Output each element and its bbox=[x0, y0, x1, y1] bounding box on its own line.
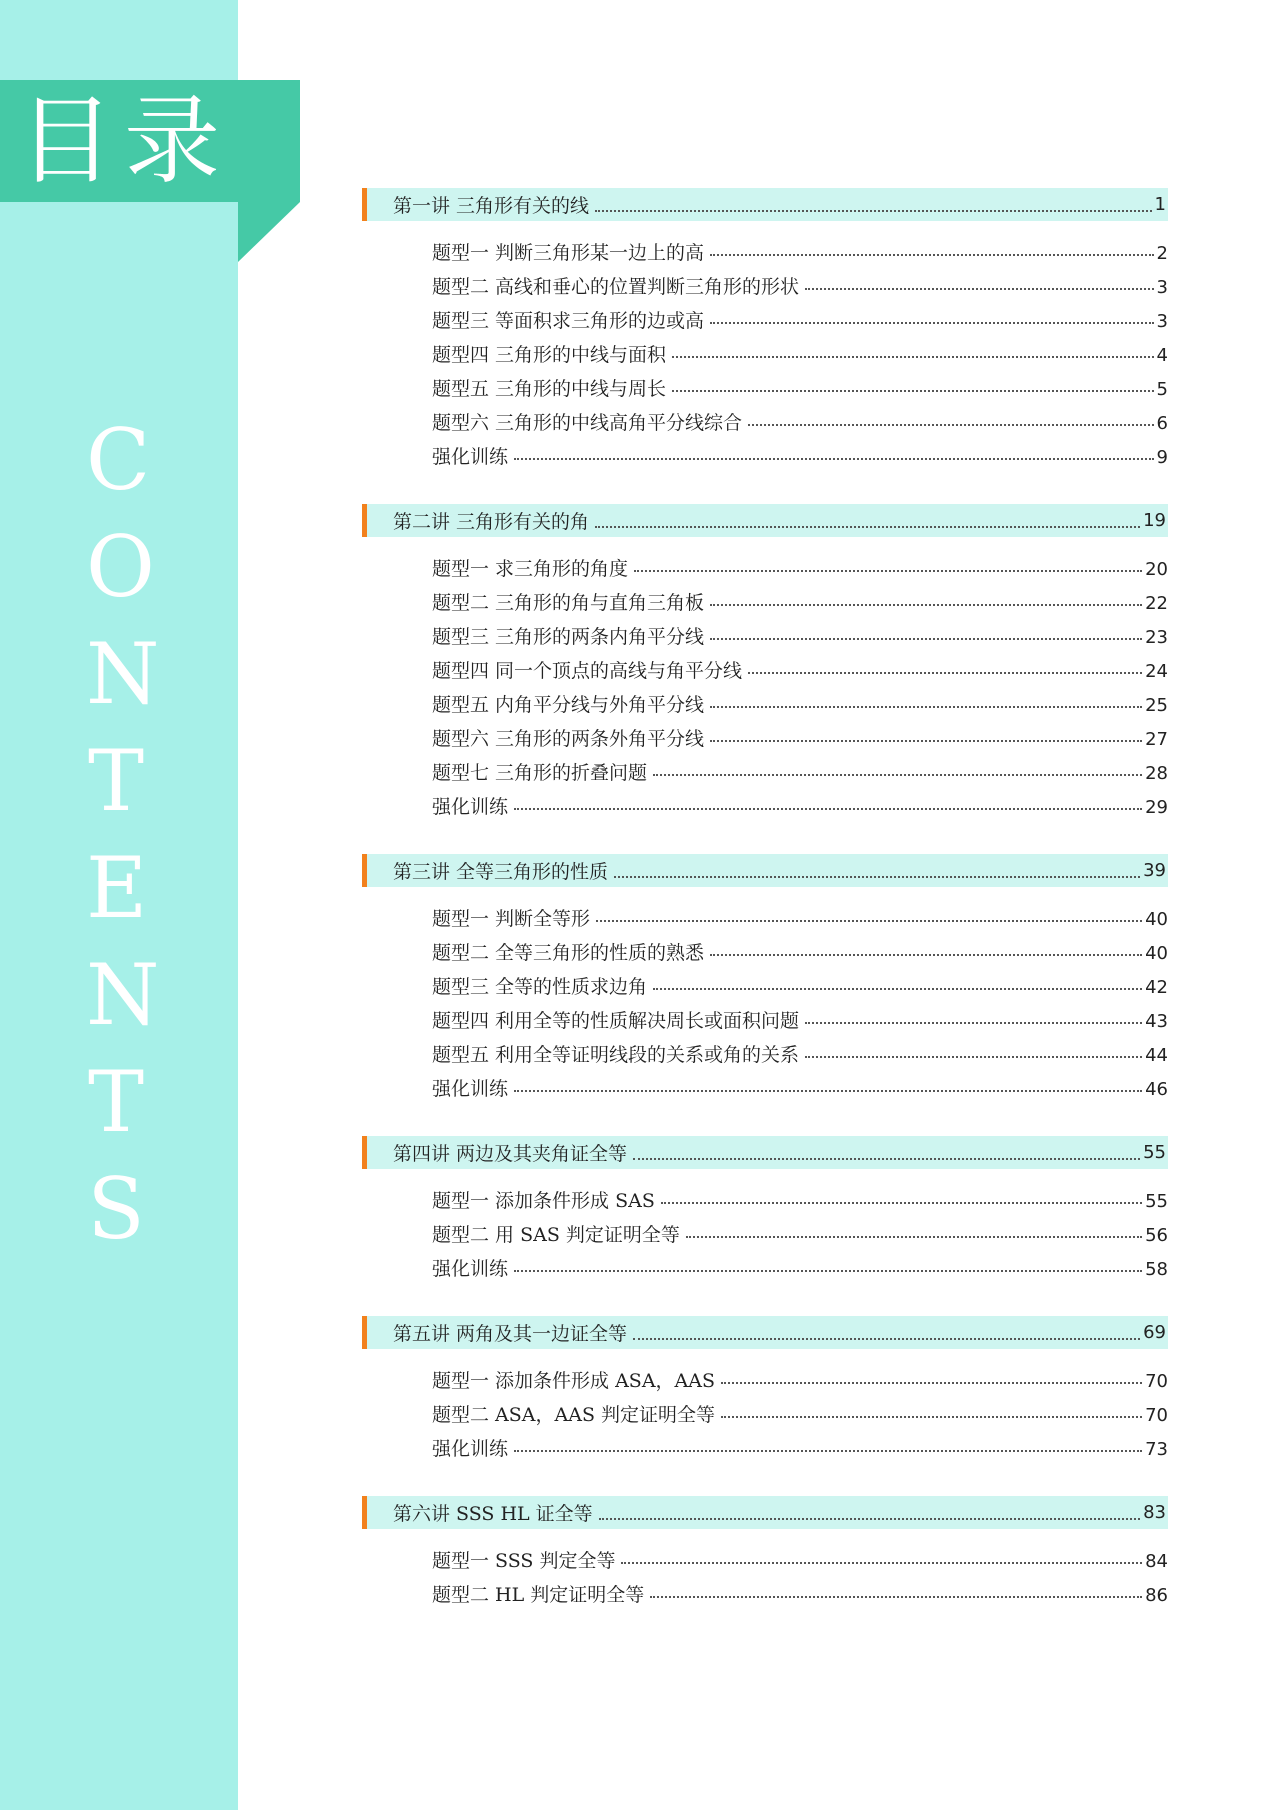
toc-item-label: 题型七 三角形的折叠问题 bbox=[432, 762, 648, 784]
leader-dots bbox=[633, 1158, 1140, 1160]
toc-item[interactable] bbox=[362, 790, 1168, 824]
chapter-page-number: 55 bbox=[1143, 1142, 1166, 1163]
chapter-title: 第三讲 全等三角形的性质 bbox=[393, 861, 609, 883]
leader-dots bbox=[748, 672, 1142, 674]
toc-item-page-number: 42 bbox=[1145, 977, 1168, 998]
toc-item-label: 强化训练 bbox=[432, 796, 509, 818]
leader-dots bbox=[710, 954, 1142, 956]
toc-item-label: 题型五 利用全等证明线段的关系或角的关系 bbox=[432, 1044, 800, 1066]
chapter-entry[interactable] bbox=[362, 1316, 1168, 1349]
leader-dots bbox=[595, 210, 1152, 212]
toc-item-page-number: 23 bbox=[1145, 627, 1168, 648]
toc-item[interactable] bbox=[362, 440, 1168, 474]
toc-item-page-number: 9 bbox=[1156, 447, 1168, 468]
chapter-entry[interactable] bbox=[362, 1496, 1168, 1529]
toc-item-page-number: 86 bbox=[1145, 1585, 1168, 1606]
leader-dots bbox=[614, 876, 1140, 878]
toc-item-label: 题型三 等面积求三角形的边或高 bbox=[432, 310, 705, 332]
toc-item-page-number: 27 bbox=[1145, 729, 1168, 750]
chapter-title: 第四讲 两边及其夹角证全等 bbox=[393, 1143, 628, 1165]
toc-item-page-number: 58 bbox=[1145, 1259, 1168, 1280]
toc-item-label: 强化训练 bbox=[432, 1078, 509, 1100]
toc-item-page-number: 2 bbox=[1156, 243, 1168, 264]
leader-dots bbox=[686, 1236, 1142, 1238]
leader-dots bbox=[633, 1338, 1140, 1340]
toc-item-label: 强化训练 bbox=[432, 446, 509, 468]
toc-item[interactable] bbox=[362, 1578, 1168, 1612]
toc-item-label: 题型二 HL 判定证明全等 bbox=[432, 1584, 645, 1606]
chapter-page-number: 69 bbox=[1143, 1322, 1166, 1343]
chapter-title: 第六讲 SSS HL 证全等 bbox=[393, 1503, 593, 1525]
contents-letter: N bbox=[86, 946, 160, 1044]
chapter-page-number: 1 bbox=[1154, 194, 1166, 215]
toc-item[interactable] bbox=[362, 1072, 1168, 1106]
toc-item-page-number: 20 bbox=[1145, 559, 1168, 580]
leader-dots bbox=[710, 638, 1142, 640]
toc-item-page-number: 22 bbox=[1145, 593, 1168, 614]
leader-dots bbox=[514, 1270, 1142, 1272]
chapter-entry[interactable] bbox=[362, 188, 1168, 221]
toc-item-label: 强化训练 bbox=[432, 1438, 509, 1460]
toc-item-page-number: 3 bbox=[1156, 277, 1168, 298]
toc-item[interactable] bbox=[362, 970, 1168, 1004]
toc-item-page-number: 5 bbox=[1156, 379, 1168, 400]
toc-item-page-number: 25 bbox=[1145, 695, 1168, 716]
toc-item-label: 题型三 全等的性质求边角 bbox=[432, 976, 648, 998]
leader-dots bbox=[514, 458, 1154, 460]
toc-item-page-number: 4 bbox=[1156, 345, 1168, 366]
leader-dots bbox=[710, 254, 1154, 256]
toc-item-page-number: 40 bbox=[1145, 943, 1168, 964]
toc-item-label: 题型一 SSS 判定全等 bbox=[432, 1550, 616, 1572]
leader-dots bbox=[514, 1090, 1142, 1092]
leader-dots bbox=[661, 1202, 1142, 1204]
leader-dots bbox=[650, 1596, 1142, 1598]
leader-dots bbox=[710, 604, 1142, 606]
contents-letter: E bbox=[86, 839, 148, 937]
toc-item-label: 题型五 三角形的中线与周长 bbox=[432, 378, 667, 400]
leader-dots bbox=[710, 740, 1142, 742]
toc-item-label: 题型一 求三角形的角度 bbox=[432, 558, 629, 580]
toc-item[interactable] bbox=[362, 1184, 1168, 1218]
toc-item-label: 题型一 添加条件形成 SAS bbox=[432, 1190, 655, 1212]
toc-item[interactable] bbox=[362, 1038, 1168, 1072]
toc-item-label: 题型四 三角形的中线与面积 bbox=[432, 344, 667, 366]
toc-item[interactable] bbox=[362, 586, 1168, 620]
toc-item[interactable] bbox=[362, 1544, 1168, 1578]
leader-dots bbox=[805, 1056, 1142, 1058]
chapter-entry[interactable] bbox=[362, 854, 1168, 887]
leader-dots bbox=[710, 322, 1154, 324]
toc-item[interactable] bbox=[362, 552, 1168, 586]
toc-item[interactable] bbox=[362, 372, 1168, 406]
leader-dots bbox=[621, 1562, 1142, 1564]
toc-item-label: 题型六 三角形的两条外角平分线 bbox=[432, 728, 705, 750]
toc-item[interactable] bbox=[362, 1252, 1168, 1286]
leader-dots bbox=[721, 1416, 1142, 1418]
leader-dots bbox=[514, 1450, 1142, 1452]
toc-item[interactable] bbox=[362, 1218, 1168, 1252]
leader-dots bbox=[710, 706, 1142, 708]
leader-dots bbox=[596, 920, 1142, 922]
leader-dots bbox=[634, 570, 1142, 572]
toc-item-page-number: 55 bbox=[1145, 1191, 1168, 1212]
toc-item-label: 题型六 三角形的中线高角平分线综合 bbox=[432, 412, 743, 434]
toc-item[interactable] bbox=[362, 902, 1168, 936]
leader-dots bbox=[748, 424, 1154, 426]
toc-item-label: 题型四 利用全等的性质解决周长或面积问题 bbox=[432, 1010, 800, 1032]
contents-letter: T bbox=[87, 1053, 145, 1151]
toc-item-page-number: 43 bbox=[1145, 1011, 1168, 1032]
chapter-title: 第一讲 三角形有关的线 bbox=[393, 195, 590, 217]
toc-item-label: 强化训练 bbox=[432, 1258, 509, 1280]
toc-item-page-number: 70 bbox=[1145, 1371, 1168, 1392]
toc-item-page-number: 6 bbox=[1156, 413, 1168, 434]
toc-item[interactable] bbox=[362, 1364, 1168, 1398]
title-tab-fold bbox=[238, 202, 300, 262]
toc-item-page-number: 44 bbox=[1145, 1045, 1168, 1066]
contents-letter: C bbox=[86, 411, 151, 509]
toc-item[interactable] bbox=[362, 620, 1168, 654]
leader-dots bbox=[672, 390, 1154, 392]
toc-item-page-number: 73 bbox=[1145, 1439, 1168, 1460]
contents-letter: N bbox=[86, 625, 160, 723]
toc-item[interactable] bbox=[362, 1004, 1168, 1038]
toc-item-page-number: 28 bbox=[1145, 763, 1168, 784]
toc-item-label: 题型二 高线和垂心的位置判断三角形的形状 bbox=[432, 276, 800, 298]
contents-letter: O bbox=[86, 518, 155, 616]
page-title: 目录 bbox=[18, 85, 230, 197]
toc-item[interactable] bbox=[362, 304, 1168, 338]
toc-item-label: 题型五 内角平分线与外角平分线 bbox=[432, 694, 705, 716]
chapter-title: 第二讲 三角形有关的角 bbox=[393, 511, 590, 533]
toc-item-label: 题型一 添加条件形成 ASA，AAS bbox=[432, 1370, 715, 1392]
toc-item-label: 题型二 全等三角形的性质的熟悉 bbox=[432, 942, 705, 964]
leader-dots bbox=[805, 1022, 1142, 1024]
toc-item-page-number: 29 bbox=[1145, 797, 1168, 818]
chapter-entry[interactable] bbox=[362, 1136, 1168, 1169]
leader-dots bbox=[514, 808, 1142, 810]
leader-dots bbox=[595, 526, 1140, 528]
leader-dots bbox=[805, 288, 1154, 290]
chapter-page-number: 83 bbox=[1143, 1502, 1166, 1523]
toc-item[interactable] bbox=[362, 654, 1168, 688]
toc-item-page-number: 24 bbox=[1145, 661, 1168, 682]
toc-item-label: 题型一 判断全等形 bbox=[432, 908, 591, 930]
chapter-title: 第五讲 两角及其一边证全等 bbox=[393, 1323, 628, 1345]
toc-item-label: 题型三 三角形的两条内角平分线 bbox=[432, 626, 705, 648]
toc-item[interactable] bbox=[362, 406, 1168, 440]
toc-item-label: 题型四 同一个顶点的高线与角平分线 bbox=[432, 660, 743, 682]
table-of-contents bbox=[362, 188, 1168, 1612]
toc-item[interactable] bbox=[362, 722, 1168, 756]
leader-dots bbox=[653, 988, 1142, 990]
leader-dots bbox=[653, 774, 1142, 776]
contents-letter: T bbox=[87, 732, 145, 830]
toc-item[interactable] bbox=[362, 688, 1168, 722]
toc-item-page-number: 3 bbox=[1156, 311, 1168, 332]
toc-item[interactable] bbox=[362, 270, 1168, 304]
chapter-entry[interactable] bbox=[362, 504, 1168, 537]
toc-item-label: 题型二 用 SAS 判定证明全等 bbox=[432, 1224, 680, 1246]
leader-dots bbox=[672, 356, 1154, 358]
toc-item-label: 题型二 三角形的角与直角三角板 bbox=[432, 592, 705, 614]
toc-item[interactable] bbox=[362, 1398, 1168, 1432]
contents-letter: S bbox=[87, 1160, 145, 1258]
toc-item[interactable] bbox=[362, 756, 1168, 790]
toc-item-page-number: 40 bbox=[1145, 909, 1168, 930]
toc-item[interactable] bbox=[362, 936, 1168, 970]
toc-item-page-number: 70 bbox=[1145, 1405, 1168, 1426]
toc-item-page-number: 46 bbox=[1145, 1079, 1168, 1100]
toc-item-page-number: 84 bbox=[1145, 1551, 1168, 1572]
chapter-page-number: 39 bbox=[1143, 860, 1166, 881]
toc-item-page-number: 56 bbox=[1145, 1225, 1168, 1246]
toc-item[interactable] bbox=[362, 338, 1168, 372]
toc-item[interactable] bbox=[362, 236, 1168, 270]
toc-item-label: 题型一 判断三角形某一边上的高 bbox=[432, 242, 705, 264]
toc-item-label: 题型二 ASA，AAS 判定证明全等 bbox=[432, 1404, 715, 1426]
toc-item[interactable] bbox=[362, 1432, 1168, 1466]
leader-dots bbox=[721, 1382, 1142, 1384]
chapter-page-number: 19 bbox=[1143, 510, 1166, 531]
leader-dots bbox=[599, 1518, 1140, 1520]
